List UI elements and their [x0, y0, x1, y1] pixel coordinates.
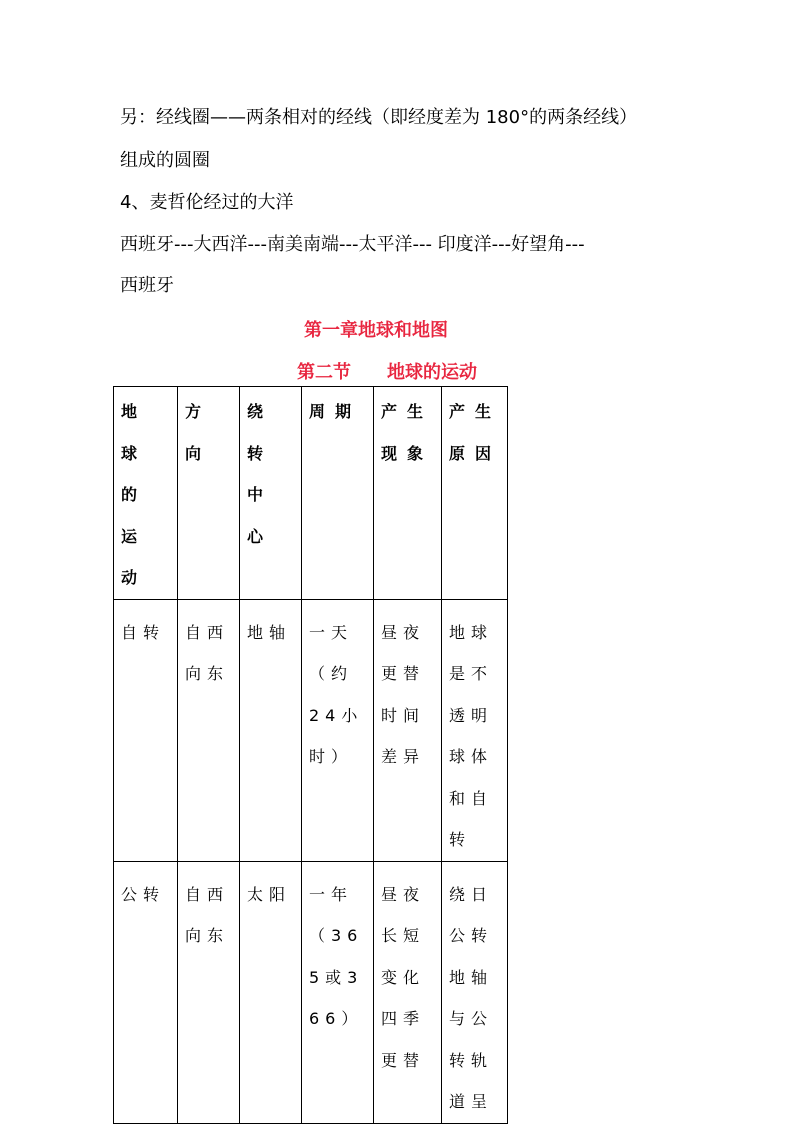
table-cell: 昼夜长短变化四季更替 — [374, 861, 442, 1123]
table-cell: 绕日公转地轴与公转轨道呈 — [442, 861, 508, 1123]
table-cell: 一年（365或366） — [302, 861, 374, 1123]
chapter-title: 第一章地球和地图 — [304, 320, 448, 341]
header-cell-center: 绕转中心 — [240, 387, 302, 600]
earth-motion-table — [113, 386, 508, 1124]
table-cell: 自西向东 — [178, 599, 240, 861]
table-header-row — [114, 387, 508, 600]
header-cell-cause: 产生原因 — [442, 387, 508, 600]
table-cell: 地轴 — [240, 599, 302, 861]
table-cell: 自西向东 — [178, 861, 240, 1123]
table-row — [114, 599, 508, 861]
header-cell-period: 周期 — [302, 387, 374, 600]
header-cell-phenomena: 产生现象 — [374, 387, 442, 600]
paragraph-magellan-oceans: 4、麦哲伦经过的大洋 — [120, 192, 294, 213]
table-row — [114, 861, 508, 1123]
header-cell-direction: 方向 — [178, 387, 240, 600]
table-cell: 自转 — [114, 599, 178, 861]
paragraph-magellan-route: 西班牙---大西洋---南美南端---太平洋--- 印度洋---好望角--- — [120, 234, 585, 255]
table-cell: 地球是不透明球体和自转 — [442, 599, 508, 861]
section-title: 第二节 地球的运动 — [297, 362, 477, 383]
table-cell: 昼夜更替时间差异 — [374, 599, 442, 861]
table-cell: 太阳 — [240, 861, 302, 1123]
paragraph-magellan-route-cont: 西班牙 — [120, 275, 174, 296]
paragraph-meridian-circle: 另：经线圈——两条相对的经线（即经度差为 180°的两条经线） — [120, 107, 638, 128]
table-cell: 一天（约24小时） — [302, 599, 374, 861]
header-cell-motion: 地球的运动 — [114, 387, 178, 600]
table-cell: 公转 — [114, 861, 178, 1123]
paragraph-meridian-circle-cont: 组成的圆圈 — [120, 150, 210, 171]
